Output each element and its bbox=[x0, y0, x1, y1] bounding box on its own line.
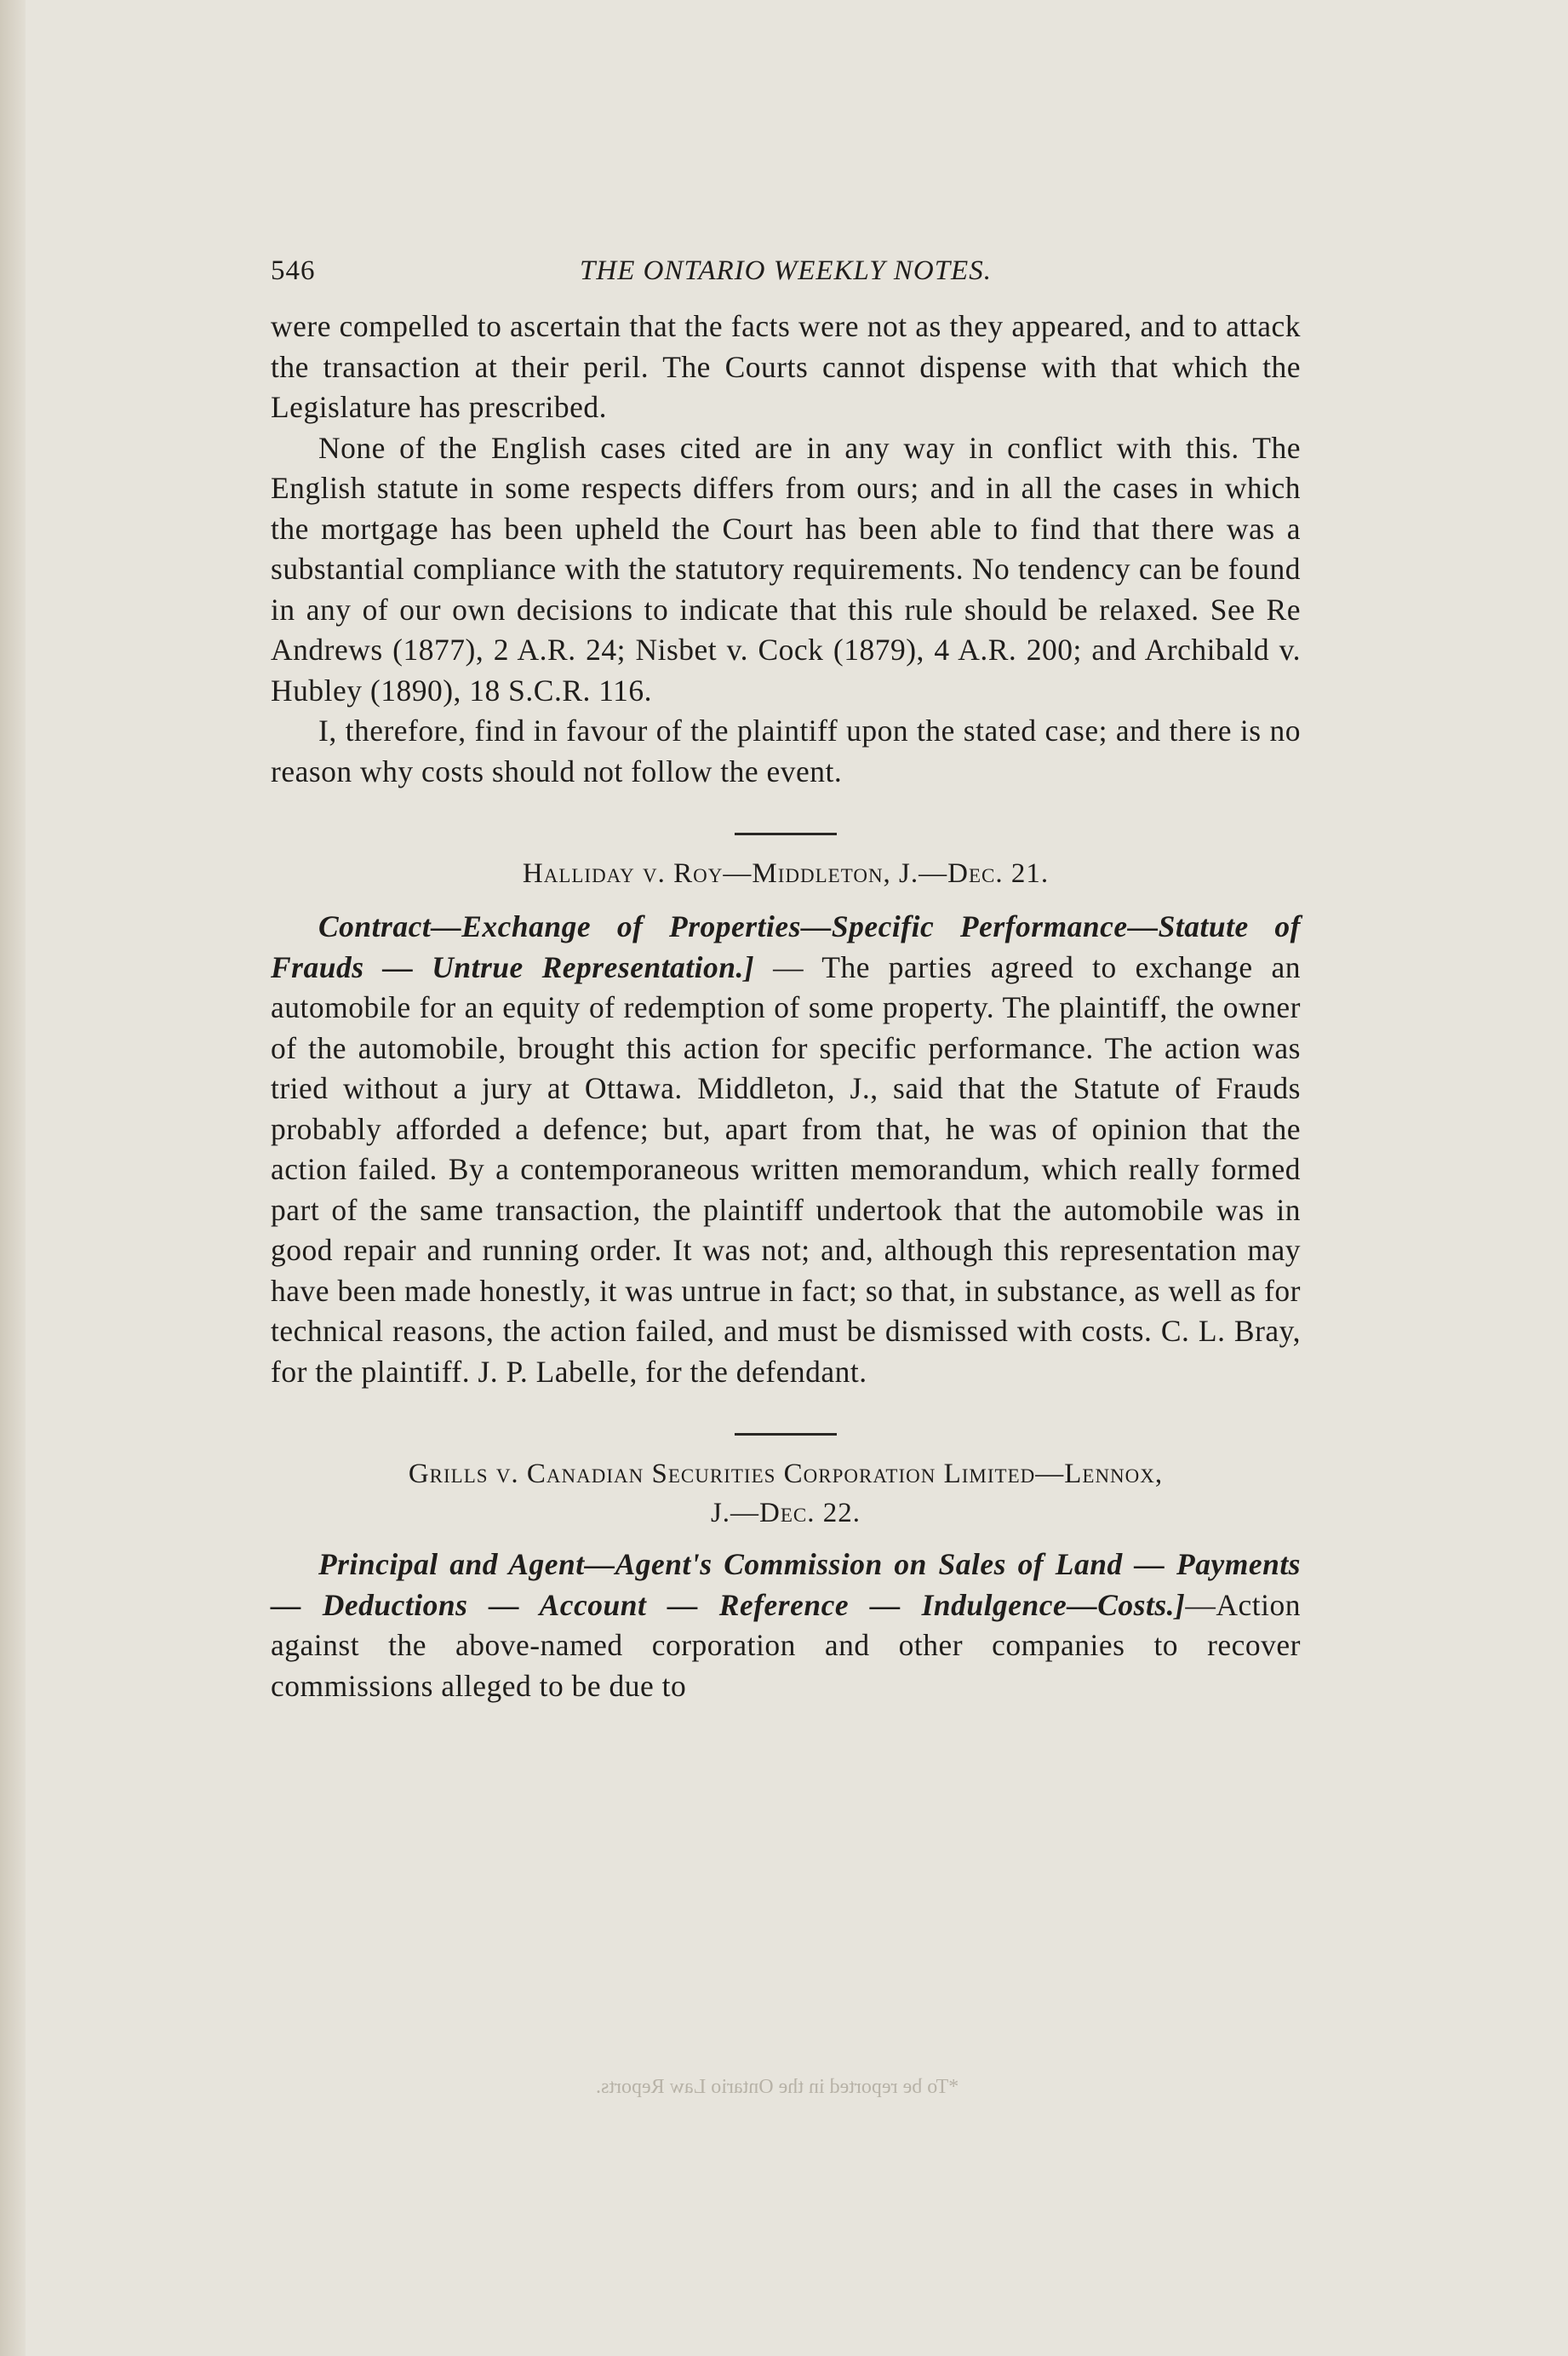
case-title-grills-line2: J.—Dec. 22. bbox=[710, 1498, 861, 1528]
case-title-halliday: Halliday v. Roy—Middleton, J.—Dec. 21. bbox=[522, 858, 1050, 889]
running-head bbox=[271, 255, 1301, 307]
case-report-grills bbox=[271, 1545, 1301, 1706]
section-divider bbox=[735, 833, 837, 835]
page-edge bbox=[0, 0, 26, 2356]
bleed-through-footnote: *To be reported in the Ontario Law Reports. bbox=[596, 2076, 959, 2098]
headnote-grills: Principal and Agent—Agent's Commission on Sales of Land — Payments — Deductions — Account — Reference — Indulgence—Costs.] bbox=[271, 1547, 1301, 1622]
page-number: 546 bbox=[271, 255, 316, 286]
body-paragraph-2: None of the English cases cited are in any way in conflict with this. The English statute in some respects differs from ours; and in all the cases in which the mortgage has been upheld the Court has been able to find that there was a substantial compliance with the statutory requirements. No tendency can be found in any of our own decisions to indicate that this rule should be relaxed. See Re Andrews (1877), 2 A.R. 24; Nisbet v. Cock (1879), 4 A.R. 200; and Archibald v. Hubley (1890), 18 S.C.R. 116. bbox=[271, 430, 1301, 708]
section-divider bbox=[735, 1433, 837, 1436]
body-paragraph-1: were compelled to ascertain that the facts were not as they appeared, and to attack the transaction at their peril. The Courts cannot dispense with that which the Legislature has prescribed. bbox=[271, 309, 1301, 424]
case-title-grills-line1: Grills v. Canadian Securities Corporation Limited—Lennox, bbox=[408, 1459, 1164, 1489]
case-report-halliday bbox=[271, 907, 1301, 1392]
case-text-halliday: — The parties agreed to exchange an automobile for an equity of redemption of some property. The plaintiff, the owner of the automobile, brought this action for specific performance. The action was tried without a jury at Ottawa. Middleton, J., said that the Statute of Frauds probably afforded a defence; but, apart from that, he was of opinion that the action failed. By a contemporaneous written memorandum, which really formed part of the same transaction, the plaintiff undertook that the automobile was in good repair and running order. It was not; and, although this representation may have been made honestly, it was untrue in fact; so that, in substance, as well as for technical reasons, the action failed, and must be dismissed with costs. C. L. Bray, for the plaintiff. J. P. Labelle, for the defendant. bbox=[271, 949, 1301, 1389]
journal-title: THE ONTARIO WEEKLY NOTES. bbox=[580, 255, 992, 286]
case-text-grills: —Action against the above-named corporation and other companies to recover commissions alleged to be due to bbox=[271, 1587, 1301, 1703]
document-page bbox=[271, 255, 1301, 1706]
body-paragraph-3: I, therefore, find in favour of the plaintiff upon the stated case; and there is no reason why costs should not follow the event. bbox=[271, 714, 1301, 788]
headnote-halliday: Contract—Exchange of Properties—Specific Performance—Statute of Frauds — Untrue Representation.] bbox=[271, 909, 1301, 984]
